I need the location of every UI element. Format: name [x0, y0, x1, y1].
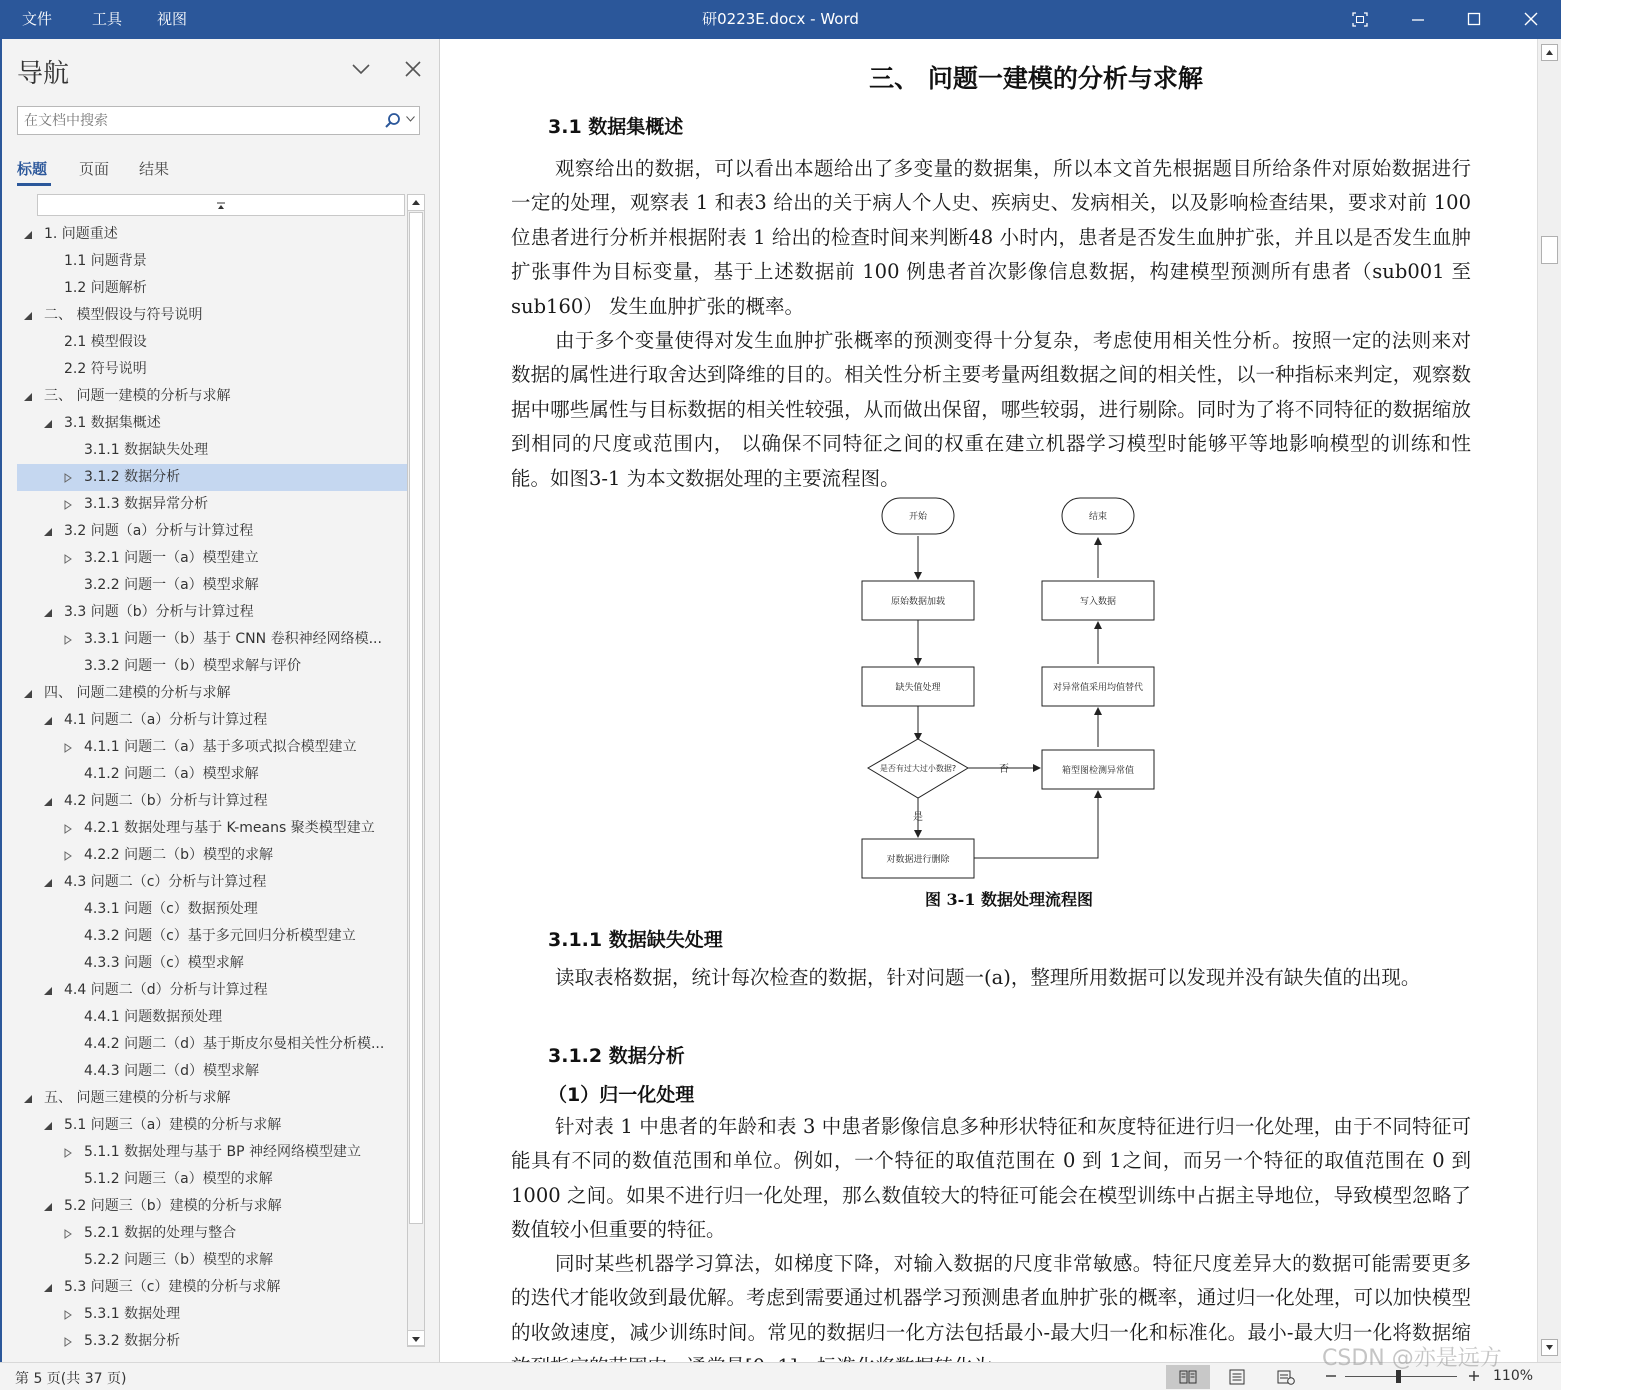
flow-label-delete: 对数据进行删除 — [886, 855, 950, 865]
heading-tree-label: 4.3.3 问题（c）模型求解 — [84, 955, 244, 971]
heading-tree-label: 4.4.3 问题二（d）模型求解 — [84, 1063, 259, 1079]
heading-tree-label: 5.1.1 数据处理与基于 BP 神经网络模型建立 — [84, 1144, 362, 1160]
heading-tree-item[interactable] — [17, 1166, 407, 1193]
collapse-triangle-icon[interactable] — [43, 1202, 53, 1212]
flow-label-decision: 是否有过大过小数据? — [879, 764, 957, 773]
scroll-down-button[interactable] — [1541, 1339, 1558, 1356]
expand-triangle-icon[interactable] — [63, 635, 73, 645]
heading-tree-item[interactable] — [17, 1139, 407, 1166]
heading-tree-item[interactable] — [17, 302, 407, 329]
heading-tree-item[interactable] — [17, 599, 407, 626]
watermark: CSDN @亦是远方 — [1322, 1346, 1502, 1371]
collapse-triangle-icon[interactable] — [43, 716, 53, 726]
nav-scroll-down-button[interactable] — [408, 1330, 424, 1346]
heading-tree-item[interactable] — [17, 869, 407, 896]
print-layout-button[interactable] — [1215, 1365, 1259, 1389]
heading-tree-item[interactable] — [17, 356, 407, 383]
nav-search-box[interactable] — [17, 106, 420, 135]
heading-tree-item[interactable] — [17, 248, 407, 275]
nav-scrollbar[interactable] — [407, 194, 425, 1347]
heading-tree-item[interactable] — [17, 734, 407, 761]
web-layout-button[interactable] — [1264, 1365, 1308, 1389]
collapse-triangle-icon[interactable] — [23, 230, 33, 240]
expand-triangle-icon[interactable] — [63, 1310, 73, 1320]
heading-tree-item[interactable] — [17, 275, 407, 302]
nav-pane-title: 导航 — [17, 59, 70, 89]
heading-tree-label: 3.2.2 问题一（a）模型求解 — [84, 577, 259, 593]
heading-tree-label: 五、 问题三建模的分析与求解 — [44, 1090, 231, 1106]
flow-label-missing: 缺失值处理 — [895, 683, 941, 693]
heading-tree-label: 4.2 问题二（b）分析与计算过程 — [64, 793, 268, 809]
flow-arrow — [974, 791, 1098, 858]
heading-tree-item[interactable] — [17, 518, 407, 545]
heading-tree-item[interactable] — [17, 1004, 407, 1031]
heading-tree-label: 3.1.1 数据缺失处理 — [84, 442, 209, 458]
heading-tree-item[interactable] — [17, 1274, 407, 1301]
close-icon — [400, 57, 426, 81]
heading-tree-item[interactable] — [17, 707, 407, 734]
heading-normalization: （1）归一化处理 — [548, 1084, 695, 1106]
heading-list — [17, 221, 407, 1355]
tab-results[interactable]: 结果 — [139, 160, 170, 178]
scroll-to-top-button[interactable] — [37, 194, 405, 216]
arrow-down-icon — [408, 1331, 424, 1347]
heading-tree-item[interactable] — [17, 545, 407, 572]
heading-tree-item[interactable] — [17, 842, 407, 869]
heading-tree-label: 4.2.2 问题二（b）模型的求解 — [84, 847, 273, 863]
heading-tree-item[interactable] — [17, 1193, 407, 1220]
heading-tree-label: 3.1.2 数据分析 — [84, 469, 181, 485]
heading-tree-item[interactable] — [17, 1031, 407, 1058]
heading-tree-label: 5.3.2 数据分析 — [84, 1333, 181, 1349]
heading-tree-label: 1. 问题重述 — [44, 226, 118, 242]
heading-tree-item[interactable] — [17, 329, 407, 356]
heading-tree-item[interactable] — [17, 1328, 407, 1355]
expand-triangle-icon[interactable] — [63, 1148, 73, 1158]
print-layout-icon — [1228, 1369, 1246, 1385]
heading-tree-label: 5.1 问题三（a）建模的分析与求解 — [64, 1117, 282, 1133]
document-page — [441, 39, 1537, 1362]
heading-3-1-2: 3.1.2 数据分析 — [548, 1045, 685, 1067]
heading-tree-label: 2.2 符号说明 — [64, 361, 147, 377]
heading-tree-item[interactable] — [17, 221, 407, 248]
heading-tree-label: 5.1.2 问题三（a）模型的求解 — [84, 1171, 273, 1187]
flowchart-figure — [851, 494, 1161, 889]
heading-tree-label: 5.3 问题三（c）建模的分析与求解 — [64, 1279, 281, 1295]
figure-caption: 图 3-1 数据处理流程图 — [924, 890, 1094, 909]
paragraph-correlation: 由于多个变量使得对发生血肿扩张概率的预测变得十分复杂，考虑使用相关性分析。按照一定的法则来对数据的属性进行取舍达到降维的目的。相关性分析主要考量两组数据之间的相关性，以一种指标来判定，观察数据中哪些属性与目标数据的相关性较强，从而做出保留，哪些较弱，进行剔除。同时为了将不同特征的数据缩放到相同的尺度或范围内， 以确保不同特征之间的权重在建立机器学习模型时能够平等地影响模型的训练和性能。如图3-1 为本文数据处理的主要流程图。 — [511, 329, 1471, 490]
collapse-triangle-icon[interactable] — [43, 419, 53, 429]
heading-tree-item[interactable] — [17, 464, 407, 491]
search-input[interactable] — [24, 110, 374, 132]
collapse-triangle-icon[interactable] — [23, 689, 33, 699]
collapse-triangle-icon[interactable] — [43, 608, 53, 618]
expand-triangle-icon[interactable] — [63, 824, 73, 834]
heading-tree-label: 4.2.1 数据处理与基于 K-means 聚类模型建立 — [84, 820, 375, 836]
heading-tree-label: 5.2.2 问题三（b）模型的求解 — [84, 1252, 273, 1268]
heading-tree-item[interactable] — [17, 1301, 407, 1328]
heading-tree-item[interactable] — [17, 896, 407, 923]
heading-tree-item[interactable] — [17, 653, 407, 680]
heading-1: 三、 问题一建模的分析与求解 — [869, 64, 1203, 93]
heading-tree-label: 3.2.1 问题一（a）模型建立 — [84, 550, 259, 566]
read-mode-icon — [1179, 1369, 1197, 1385]
heading-tree-item[interactable] — [17, 437, 407, 464]
page-count[interactable]: 第 5 页(共 37 页) — [15, 1371, 127, 1387]
heading-tree-label: 4.3 问题二（c）分析与计算过程 — [64, 874, 267, 890]
heading-tree-label: 3.3.1 问题一（b）基于 CNN 卷积神经网络模... — [84, 631, 382, 647]
collapse-triangle-icon[interactable] — [23, 392, 33, 402]
collapse-triangle-icon[interactable] — [23, 311, 33, 321]
maximize-button[interactable] — [1451, 0, 1497, 39]
active-tab-indicator — [17, 183, 51, 186]
heading-tree-label: 三、 问题一建模的分析与求解 — [44, 388, 231, 404]
heading-tree-label: 4.1.2 问题二（a）模型求解 — [84, 766, 259, 782]
expand-triangle-icon[interactable] — [63, 473, 73, 483]
heading-tree-label: 4.4.2 问题二（d）基于斯皮尔曼相关性分析模... — [84, 1036, 385, 1052]
paragraph-normalization: 针对表 1 中患者的年龄和表 3 中患者影像信息多种形状特征和灰度特征进行归一化处理，由于不同特征可能具有不同的数值范围和单位。例如，一个特征的取值范围在 0 到 1之间，而另一个特征的取值范围在 0 到 1000 之间。如果不进行归一化处理，那么数值较大的特征可能会在模型训练中占据主导地位，导致模型忽略了数值较小但重要的特征。 — [511, 1115, 1471, 1242]
menu-tools[interactable]: 工具 — [92, 10, 123, 28]
maximize-icon — [1466, 12, 1482, 27]
heading-tree-item[interactable] — [17, 383, 407, 410]
navigation-pane — [0, 39, 440, 1362]
expand-triangle-icon[interactable] — [63, 1337, 73, 1347]
scroll-top-icon — [216, 202, 226, 210]
heading-tree-item[interactable] — [17, 1085, 407, 1112]
expand-triangle-icon[interactable] — [63, 554, 73, 564]
collapse-triangle-icon[interactable] — [43, 1283, 53, 1293]
minimize-icon — [1410, 12, 1426, 27]
focus-mode-button[interactable] — [1337, 0, 1383, 39]
heading-tree — [17, 194, 425, 1347]
focus-mode-icon — [1352, 12, 1368, 27]
flow-label-no: 否 — [999, 764, 1009, 775]
heading-tree-item[interactable] — [17, 950, 407, 977]
heading-tree-label: 3.2 问题（a）分析与计算过程 — [64, 523, 254, 539]
flow-label-write: 写入数据 — [1079, 597, 1117, 607]
nav-scroll-thumb[interactable] — [409, 212, 423, 1224]
heading-tree-item[interactable] — [17, 923, 407, 950]
document-scrollbar[interactable] — [1537, 39, 1561, 1362]
heading-tree-label: 4.1.1 问题二（a）基于多项式拟合模型建立 — [84, 739, 357, 755]
heading-tree-item[interactable] — [17, 680, 407, 707]
heading-tree-label: 3.1 数据集概述 — [64, 415, 161, 431]
flow-label-end: 结束 — [1088, 512, 1108, 522]
expand-triangle-icon[interactable] — [63, 743, 73, 753]
heading-tree-label: 3.3.2 问题一（b）模型求解与评价 — [84, 658, 301, 674]
heading-tree-label: 4.3.1 问题（c）数据预处理 — [84, 901, 258, 917]
arrow-up-icon — [1542, 45, 1557, 60]
scroll-up-button[interactable] — [1541, 44, 1558, 61]
heading-tree-item[interactable] — [17, 410, 407, 437]
flow-label-replace: 对异常值采用均值替代 — [1052, 683, 1144, 693]
collapse-triangle-icon[interactable] — [23, 1094, 33, 1104]
heading-tree-item[interactable] — [17, 788, 407, 815]
heading-tree-label: 4.4 问题二（d）分析与计算过程 — [64, 982, 268, 998]
expand-triangle-icon[interactable] — [63, 851, 73, 861]
heading-tree-label: 1.1 问题背景 — [64, 253, 147, 269]
search-icon[interactable] — [384, 112, 402, 130]
close-window-button[interactable] — [1508, 0, 1554, 39]
heading-tree-item[interactable] — [17, 491, 407, 518]
title-bar — [0, 0, 1561, 39]
menu-view[interactable]: 视图 — [157, 10, 188, 28]
heading-tree-label: 3.1.3 数据异常分析 — [84, 496, 209, 512]
heading-tree-item[interactable] — [17, 815, 407, 842]
collapse-triangle-icon[interactable] — [43, 527, 53, 537]
heading-tree-label: 5.2.1 数据的处理与整合 — [84, 1225, 237, 1241]
heading-tree-label: 2.1 模型假设 — [64, 334, 147, 350]
read-mode-button[interactable] — [1166, 1365, 1210, 1389]
paragraph-gradient-descent: 同时某些机器学习算法，如梯度下降，对输入数据的尺度非常敏感。特征尺度差异大的数据可能需要更多的迭代才能收敛到最优解。考虑到需要通过机器学习预测患者血肿扩张的概率，通过归一化处理，可以加快模型的收敛速度，减少训练时间。常见的数据归一化方法包括最小-最大归一化和标准化。最小-最大归一化将数据缩 — [511, 1252, 1471, 1344]
paragraph-dataset-overview: 观察给出的数据，可以看出本题给出了多变量的数据集，所以本文首先根据题目所给条件对原始数据进行一定的处理，观察表 1 和表3 给出的关于病人个人史、疾病史、发病相关，以及影响检查结果，要求对前 100 位患者进行分析并根据附表 1 给出的检查时间来判断48 小时内，患者是否发生血肿扩张，并且以是否发生血肿扩张事件为目标变量，基于上述数据前 100 例患者首次影像信息数据，构建模型预测所有患者（sub001 至sub160） 发生血肿扩张的概率。 — [511, 157, 1471, 318]
nav-scroll-up-button[interactable] — [408, 195, 424, 211]
heading-tree-item[interactable] — [17, 626, 407, 653]
heading-tree-label: 5.3.1 数据处理 — [84, 1306, 181, 1322]
tab-pages[interactable]: 页面 — [79, 160, 110, 178]
flow-label-boxplot: 箱型图检测异常值 — [1061, 766, 1135, 776]
heading-tree-label: 3.3 问题（b）分析与计算过程 — [64, 604, 254, 620]
collapse-triangle-icon[interactable] — [43, 878, 53, 888]
heading-tree-label: 四、 问题二建模的分析与求解 — [44, 685, 231, 701]
heading-tree-item[interactable] — [17, 572, 407, 599]
nav-close-button[interactable] — [400, 57, 426, 81]
document-area[interactable] — [441, 39, 1537, 1362]
menu-file[interactable]: 文件 — [22, 10, 53, 28]
heading-tree-item[interactable] — [17, 1112, 407, 1139]
tab-headings[interactable]: 标题 — [17, 160, 48, 178]
arrow-down-icon — [1542, 1340, 1557, 1355]
collapse-triangle-icon[interactable] — [43, 1121, 53, 1131]
heading-tree-item[interactable] — [17, 1220, 407, 1247]
heading-tree-item[interactable] — [17, 1247, 407, 1274]
window-title: 研0223E.docx - Word — [702, 10, 859, 28]
heading-tree-item[interactable] — [17, 977, 407, 1004]
heading-tree-item[interactable] — [17, 761, 407, 788]
paragraph-missing-data: 读取表格数据，统计每次检查的数据，针对问题一(a)，整理所用数据可以发现并没有缺失值的出现。 — [555, 966, 1421, 989]
heading-tree-label: 4.4.1 问题数据预处理 — [84, 1009, 223, 1025]
flow-label-yes: 是 — [913, 812, 923, 823]
heading-tree-label: 5.2 问题三（b）建模的分析与求解 — [64, 1198, 282, 1214]
arrow-up-icon — [408, 195, 424, 211]
heading-3-1-1: 3.1.1 数据缺失处理 — [548, 929, 723, 951]
collapse-triangle-icon[interactable] — [43, 986, 53, 996]
collapse-triangle-icon[interactable] — [43, 797, 53, 807]
close-icon — [1523, 12, 1539, 27]
scroll-thumb[interactable] — [1541, 236, 1558, 264]
heading-tree-item[interactable] — [17, 1058, 407, 1085]
heading-tree-label: 二、 模型假设与符号说明 — [44, 307, 203, 323]
heading-tree-label: 4.3.2 问题（c）基于多元回归分析模型建立 — [84, 928, 356, 944]
chevron-down-icon[interactable] — [406, 116, 415, 122]
web-layout-icon — [1277, 1369, 1295, 1385]
minimize-button[interactable] — [1395, 0, 1441, 39]
chevron-down-icon — [348, 57, 374, 81]
flow-label-start: 开始 — [908, 512, 928, 522]
heading-3-1: 3.1 数据集概述 — [548, 116, 684, 138]
zoom-level[interactable]: 110% — [1493, 1368, 1534, 1384]
nav-options-button[interactable] — [348, 57, 374, 81]
heading-tree-label: 1.2 问题解析 — [64, 280, 147, 296]
expand-triangle-icon[interactable] — [63, 500, 73, 510]
heading-tree-label: 4.1 问题二（a）分析与计算过程 — [64, 712, 268, 728]
expand-triangle-icon[interactable] — [63, 1229, 73, 1239]
flow-label-load: 原始数据加载 — [890, 597, 946, 607]
